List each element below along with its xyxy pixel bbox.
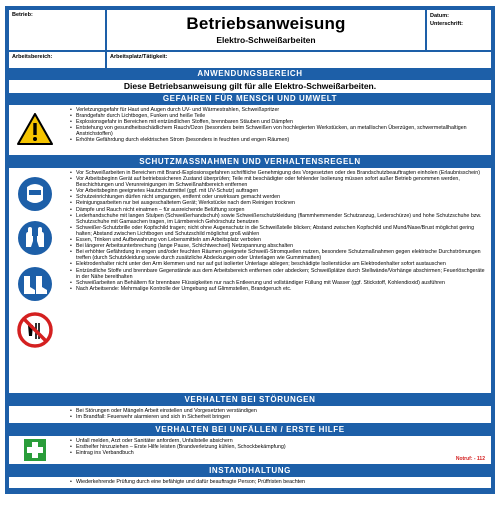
list-item: • Eintrag ins Verbandbuch xyxy=(69,450,485,456)
instandhaltung-box xyxy=(9,477,491,488)
header-grid xyxy=(9,10,491,66)
list-item: • Im Brandfall: Feuerwehr alarmieren und sich in Sicherheit bringen xyxy=(69,414,485,420)
list-item: • Schweißarbeiten an Behältern für brennbare Flüssigkeiten nur nach Entleerung und vollständiger Füllung mit Wasser (ggf. Stickstoff, Kohlendioxid) ausführen xyxy=(69,280,485,286)
stoerungen-list xyxy=(69,408,485,420)
gloves-icon xyxy=(17,220,53,256)
gefahren-icon-column xyxy=(9,105,61,155)
document-title: Betriebsanweisung xyxy=(186,14,346,33)
list-item: • Lederhandschuhe mit langen Stulpen (Schweißerhandschuh) sowie Schweißerschutzkleidung (flammhemmender Schutzanzug, Lederschürze) und hohe Schutzschuhe bzw. Schutzschuhe mit Gamaschen tragen, im Lärmbereich Gehörschutz benutzen xyxy=(69,213,485,225)
arbeitsbereich-field[interactable] xyxy=(9,52,105,68)
first-aid-icon xyxy=(24,439,46,461)
betrieb-label: Betrieb: xyxy=(12,12,33,18)
instandhaltung-list xyxy=(69,479,485,485)
list-item: • Bei längerer Arbeitsunterbrechung (lange Pause, Schichtwechsel) Netzspannung abschalten xyxy=(69,243,485,249)
gefahren-list xyxy=(69,107,485,144)
section-heading-stoerungen: VERHALTEN BEI STÖRUNGEN xyxy=(184,395,316,404)
list-item: • Erhöhte Gefährdung durch elektrischen Strom (besonders in feuchten und engen Räumen) xyxy=(69,137,485,143)
list-item: • Vor Arbeitsbeginn Gerät auf betriebssicheren Zustand überprüfen; Teile mit beschädigter oder fehlender Isolierung müssen sofort außer Betrieb genommen werden, Beschichtungen und Verunreinigungen im Schweißnahtbereich entfernen xyxy=(69,176,485,188)
schutz-box xyxy=(9,168,491,393)
section-heading-schutz: SCHUTZMASSNAHMEN UND VERHALTENSREGELN xyxy=(139,157,361,166)
list-item: • Brandgefahr durch Lichtbogen, Funken und heiße Teile xyxy=(69,113,485,119)
list-item: • Dämpfe und Rauch nicht einatmen – für ausreichende Belüftung sorgen xyxy=(69,207,485,213)
list-item: • Entzündliche Stoffe und brennbare Gegenstände aus dem Arbeitsbereich entfernen oder abdecken; Schweißplätze durch Stellwände/Vorhänge abschirmen; Feuerlöschgeräte in der Nähe bereithalten xyxy=(69,268,485,280)
document-page xyxy=(5,6,495,494)
stoerungen-box xyxy=(9,406,491,423)
unterschrift-label: Unterschrift: xyxy=(430,21,464,27)
list-item: • Bei Störungen oder Mängeln Arbeit einstellen und Vorgesetzten verständigen xyxy=(69,408,485,414)
arbeitsplatz-label: Arbeitsplatz/Tätigkeit: xyxy=(110,54,168,60)
list-item: • Unfall melden, Arzt oder Sanitäter anfordern, Unfallstelle absichern xyxy=(69,438,485,444)
list-item: • Schutzeinrichtungen dürfen nicht umgangen, entfernt oder unwirksam gemacht werden xyxy=(69,194,485,200)
unfaelle-list xyxy=(69,438,485,456)
section-heading-anwendung: ANWENDUNGSBEREICH xyxy=(197,69,303,78)
unfaelle-icon-column xyxy=(9,436,61,464)
emergency-number: Notruf: - 112 xyxy=(455,456,485,462)
section-heading-gefahren: GEFAHREN FÜR MENSCH UND UMWELT xyxy=(162,94,338,103)
section-heading-unfaelle: VERHALTEN BEI UNFÄLLEN / ERSTE HILFE xyxy=(155,425,345,434)
arbeitsplatz-field[interactable] xyxy=(107,52,491,68)
list-item: • Essen, Trinken und Aufbewahrung von Lebensmitteln am Arbeitsplatz verboten xyxy=(69,237,485,243)
title-block xyxy=(107,10,425,50)
list-item: • Vor Schweißarbeiten in Bereichen mit Brand-/Explosionsgefahren schriftliche Genehmigung des Vorgesetzten oder des Brandschutzbeauftragten einholen (Erlaubnisschein) xyxy=(69,170,485,176)
datum-label: Datum: xyxy=(430,13,449,19)
list-item: • Verletzungsgefahr für Haut und Augen durch UV- und Wärmestrahlen, Schweißspritzer xyxy=(69,107,485,113)
list-item: • Explosionsgefahr in Bereichen mit entzündlichen Stoffen, brennbaren Stäuben und Dämpfen xyxy=(69,119,485,125)
safety-boots-icon xyxy=(17,266,53,302)
document-subtitle: Elektro-Schweißarbeiten xyxy=(216,35,316,45)
no-eating-drinking-icon xyxy=(17,312,53,348)
list-item: • Reinigungsarbeiten nur bei ausgeschaltetem Gerät; Werkstücke nach dem Reinigen trocknen xyxy=(69,200,485,206)
list-item: • Nach Arbeitsende: Mehrmalige Kontrolle der Umgebung auf Glimmstellen, Brandgeruch etc. xyxy=(69,286,485,292)
list-item: • Elektrodenhalter nicht unter den Arm klemmen und nur auf gut isolierter Unterlage ablegen; beschädigte Isolierstücke am Elektrodenhalter sofort austauschen xyxy=(69,261,485,267)
list-item: • Bei erhöhter Gefährdung in engen und/oder feuchten Räumen geeignete Schweiß-Stromquellen nutzen, besondere Schutzmaßnahmen gegen elektrische Durchströmungen treffen (durch Schutzkleidung sowie durch zusätzliche Abdeckungen oder Unterlagen wie Gummimatten) xyxy=(69,249,485,261)
scope-text: Diese Betriebsanweisung gilt für alle Elektro-Schweißarbeiten. xyxy=(9,80,491,93)
arbeitsbereich-label: Arbeitsbereich: xyxy=(12,54,53,60)
warning-triangle-icon xyxy=(17,113,53,145)
gefahren-box xyxy=(9,105,491,155)
list-item: • Schweißer-Schutzbrille oder Kopfschild tragen; nicht ohne Augenschutz in die Schweißstelle blicken; Abstand zwischen Kopfschild und Mund/Nase/Brust möglichst gering halten; Abstand zwischen Lichtbogen und Schutzschild möglichst groß wählen xyxy=(69,225,485,237)
schutz-list xyxy=(69,170,485,292)
section-heading-instandhaltung: INSTANDHALTUNG xyxy=(209,466,291,475)
list-item: • Entstehung von gesundheitsschädlichem Rauch/Ozon (besonders beim Schweißen von hochlegierten Werkstücken, an metallischen Überzügen, schwermetallhaltigen Anstrichstoffen) xyxy=(69,125,485,137)
face-shield-icon xyxy=(17,176,53,212)
datum-field[interactable] xyxy=(427,10,491,50)
list-item: • Ersthelfer hinzuziehen – Erste Hilfe leisten (Brandverletzung kühlen, Schockbekämpfung) xyxy=(69,444,485,450)
list-item: • Wiederkehrende Prüfung durch eine befähigte und dafür beauftragte Person; Prüffristen beachten xyxy=(69,479,485,485)
betrieb-field[interactable] xyxy=(9,10,105,50)
schutz-icon-column xyxy=(9,168,61,393)
unfaelle-box xyxy=(9,436,491,464)
list-item: • Vor Arbeitsbeginn geeignetes Hautschutzmittel (ggf. mit UV-Schutz) auftragen xyxy=(69,188,485,194)
